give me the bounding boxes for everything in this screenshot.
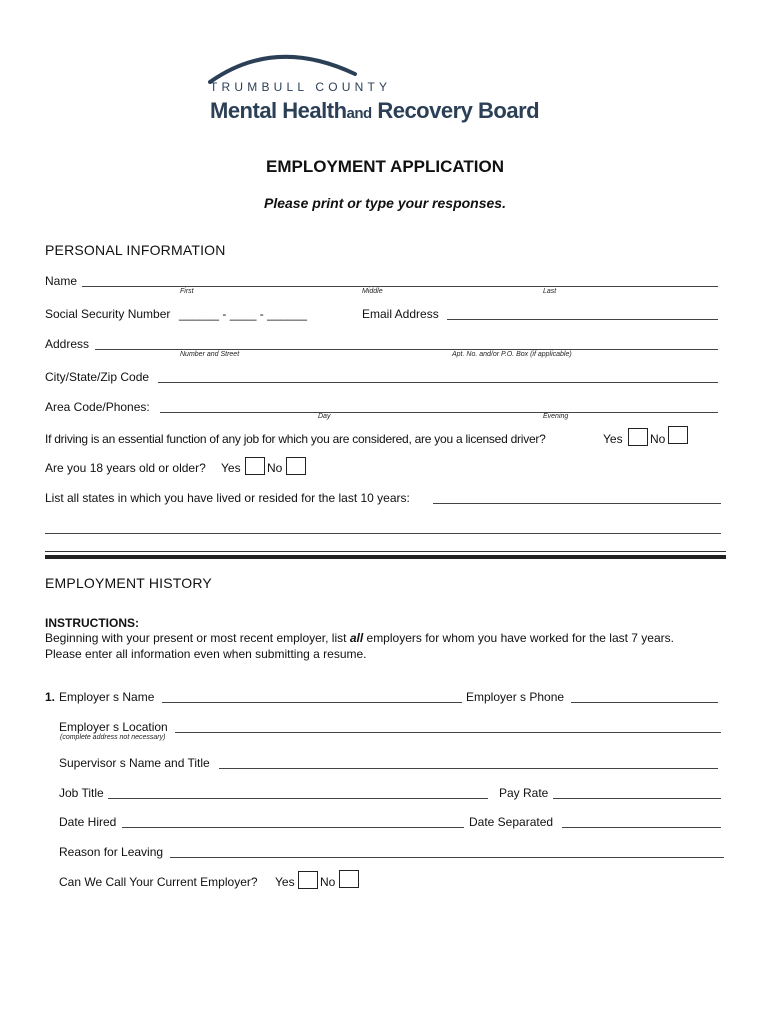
address-sub-street: Number and Street bbox=[180, 351, 240, 358]
reason-label: Reason for Leaving bbox=[59, 845, 164, 859]
logo-org-and: and bbox=[346, 105, 372, 122]
phones-sub-day: Day bbox=[318, 413, 331, 420]
section-divider-thick bbox=[45, 555, 726, 559]
name-sub-first: First bbox=[180, 288, 194, 295]
date-separated-label: Date Separated bbox=[469, 815, 554, 829]
name-sub-last: Last bbox=[543, 288, 557, 295]
employer-name-field[interactable] bbox=[162, 702, 462, 703]
states-field[interactable] bbox=[433, 503, 721, 504]
age-yes-label: Yes bbox=[221, 461, 241, 475]
location-note: (complete address not necessary) bbox=[60, 734, 166, 741]
driving-question: If driving is an essential function of any job for which you are considered, are you a licensed driver? bbox=[45, 432, 546, 446]
job-title-field[interactable] bbox=[108, 798, 488, 799]
employer-phone-label: Employer s Phone bbox=[466, 690, 565, 704]
phones-label: Area Code/Phones: bbox=[45, 400, 150, 414]
name-label: Name bbox=[45, 274, 78, 288]
logo-arc bbox=[205, 44, 365, 84]
instructions-line1-b: employers for whom you have worked for the last 7 years. bbox=[366, 631, 674, 645]
instructions-line2: Please enter all information even when submitting a resume. bbox=[45, 647, 367, 661]
logo-org-name bbox=[210, 98, 539, 124]
employment-heading: EMPLOYMENT HISTORY bbox=[45, 575, 212, 591]
ssn-label: Social Security Number bbox=[45, 307, 171, 321]
age-no-label: No bbox=[267, 461, 283, 475]
call-yes-checkbox[interactable] bbox=[298, 871, 318, 889]
driving-yes-label: Yes bbox=[603, 432, 623, 446]
instructions-heading: INSTRUCTIONS: bbox=[45, 616, 139, 630]
call-no-checkbox[interactable] bbox=[339, 870, 359, 888]
age-question: Are you 18 years old or older? bbox=[45, 461, 206, 475]
section-divider bbox=[45, 551, 726, 552]
states-field-extra[interactable] bbox=[45, 533, 721, 534]
job-title-label: Job Title bbox=[59, 786, 104, 800]
driving-no-checkbox[interactable] bbox=[668, 426, 688, 444]
name-sub-middle: Middle bbox=[362, 288, 383, 295]
reason-field[interactable] bbox=[170, 857, 724, 858]
states-question: List all states in which you have lived or resided for the last 10 years: bbox=[45, 491, 410, 505]
page-subtitle: Please print or type your responses. bbox=[264, 195, 506, 211]
name-field[interactable] bbox=[82, 286, 718, 287]
employer-location-label: Employer s Location bbox=[59, 720, 168, 734]
employer-item-number: 1. bbox=[45, 690, 56, 704]
ssn-field[interactable]: ______ - ____ - ______ bbox=[179, 307, 308, 321]
employer-phone-field[interactable] bbox=[571, 702, 718, 703]
logo-org-end: Recovery Board bbox=[377, 98, 540, 123]
logo-org-top: TRUMBULL COUNTY bbox=[210, 80, 392, 94]
phones-sub-evening: Evening bbox=[543, 413, 569, 420]
instructions-line1-a: Beginning with your present or most recent employer, list bbox=[45, 631, 347, 645]
city-label: City/State/Zip Code bbox=[45, 370, 150, 384]
driving-no-label: No bbox=[650, 432, 666, 446]
pay-rate-label: Pay Rate bbox=[499, 786, 549, 800]
address-field[interactable] bbox=[95, 349, 718, 350]
employer-location-field[interactable] bbox=[175, 732, 721, 733]
employer-name-label: Employer s Name bbox=[59, 690, 155, 704]
date-hired-field[interactable] bbox=[122, 827, 464, 828]
address-label: Address bbox=[45, 337, 90, 351]
call-yes-label: Yes bbox=[275, 875, 295, 889]
call-question: Can We Call Your Current Employer? bbox=[59, 875, 258, 889]
city-field[interactable] bbox=[158, 382, 718, 383]
address-sub-apt: Apt. No. and/or P.O. Box (if applicable) bbox=[452, 351, 572, 358]
phones-field[interactable] bbox=[160, 412, 718, 413]
page-title: EMPLOYMENT APPLICATION bbox=[266, 157, 504, 176]
logo-org-main: Mental Health bbox=[210, 98, 347, 123]
supervisor-field[interactable] bbox=[219, 768, 718, 769]
call-no-label: No bbox=[320, 875, 336, 889]
email-label: Email Address bbox=[362, 307, 439, 321]
date-hired-label: Date Hired bbox=[59, 815, 117, 829]
age-yes-checkbox[interactable] bbox=[245, 457, 265, 475]
date-separated-field[interactable] bbox=[562, 827, 721, 828]
email-field[interactable] bbox=[447, 319, 718, 320]
instructions-line1-em: all bbox=[349, 631, 364, 645]
age-no-checkbox[interactable] bbox=[286, 457, 306, 475]
personal-heading: PERSONAL INFORMATION bbox=[45, 242, 226, 258]
supervisor-label: Supervisor s Name and Title bbox=[59, 756, 210, 770]
pay-rate-field[interactable] bbox=[553, 798, 721, 799]
driving-yes-checkbox[interactable] bbox=[628, 428, 648, 446]
instructions-line1 bbox=[45, 631, 674, 645]
